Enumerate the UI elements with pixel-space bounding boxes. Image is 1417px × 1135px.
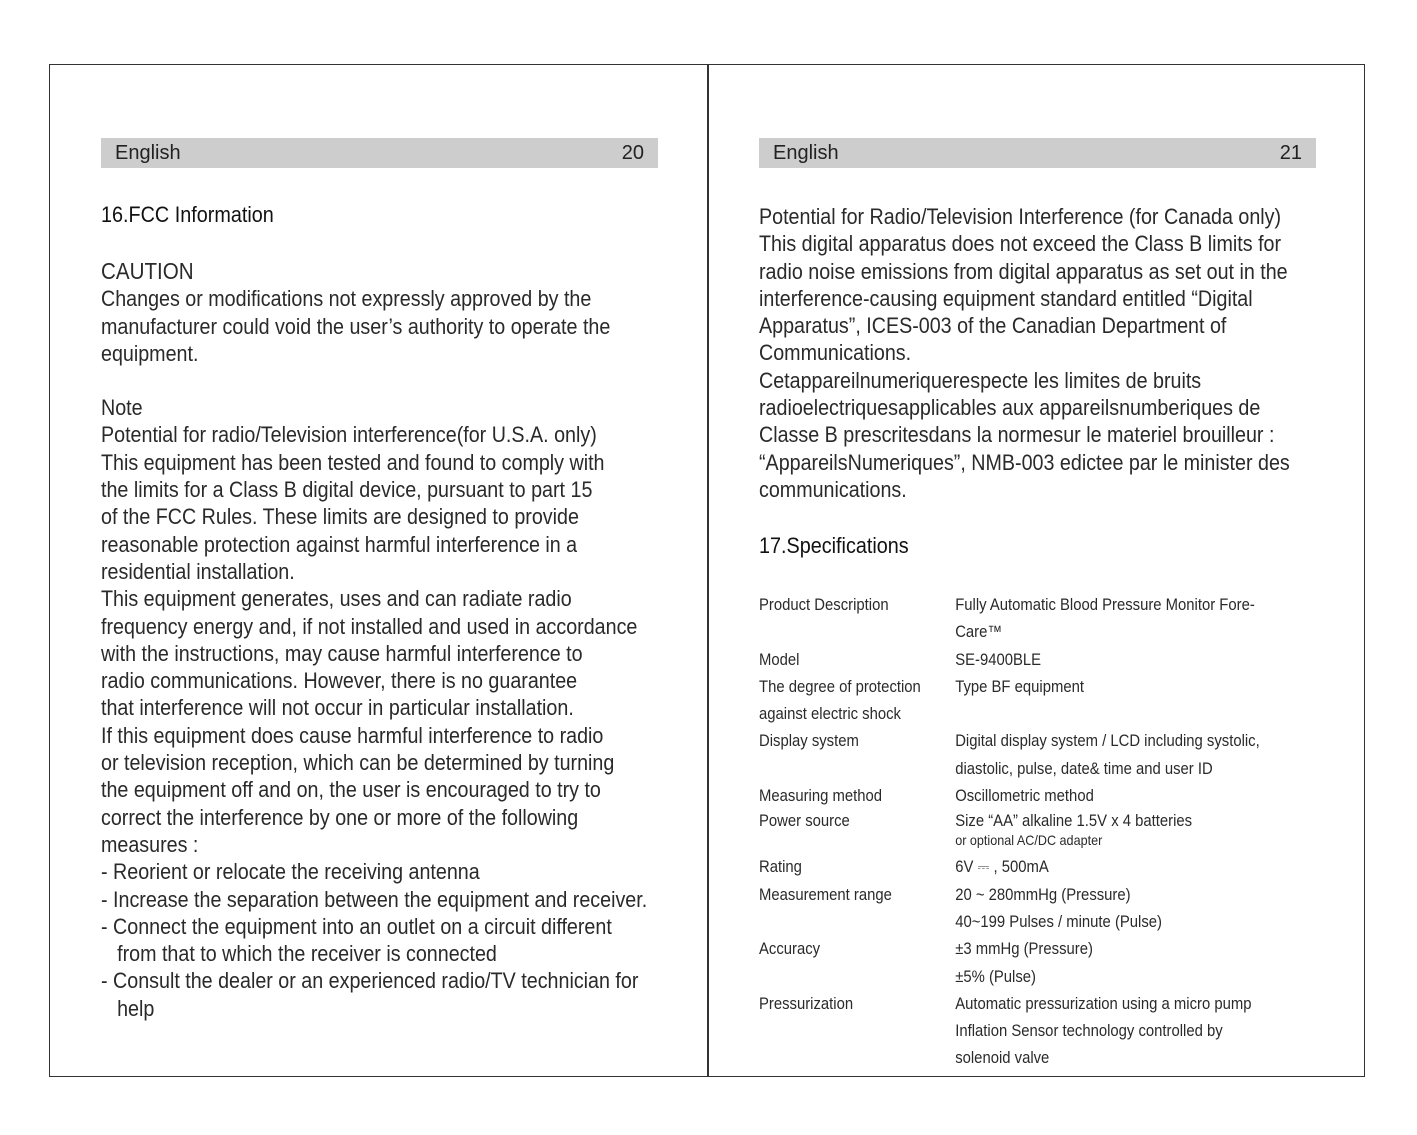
spec-value: SE-9400BLE: [955, 650, 1042, 669]
header-language: English: [773, 141, 839, 164]
spec-value: [955, 701, 1299, 728]
spec-label: Pressurization: [759, 994, 854, 1013]
spec-label: [759, 1045, 955, 1072]
spec-row: [759, 810, 1299, 848]
spec-value-note: or optional AC/DC adapter: [955, 832, 1103, 849]
spec-value: Automatic pressurization using a micro pump: [955, 994, 1252, 1013]
spec-row: [759, 991, 1299, 1018]
spec-value: 40~199 Pulses / minute (Pulse): [955, 912, 1162, 931]
spec-row: [759, 592, 1299, 647]
spec-row: [759, 1018, 1299, 1045]
spec-row: [759, 1045, 1299, 1072]
canada-body: [759, 203, 1314, 503]
caution-heading: CAUTION: [101, 258, 194, 284]
spec-value: ±3 mmHg (Pressure): [955, 940, 1093, 959]
spec-value: 6V ⎓ , 500mA: [955, 858, 1049, 877]
note-line: the equipment off and on, the user is encouraged to try to: [101, 777, 601, 803]
section-title-fcc: 16.FCC Information: [101, 202, 274, 227]
spec-row: [759, 882, 1299, 909]
canada-line: radio noise emissions from digital apparatus as set out in the: [759, 258, 1288, 284]
canada-line: This digital apparatus does not exceed the Class B limits for: [759, 231, 1282, 257]
spec-row: [759, 728, 1299, 755]
spec-label: The degree of protection: [759, 677, 921, 696]
header-language: English: [115, 141, 181, 164]
spec-row: [759, 909, 1299, 936]
spec-row: [759, 964, 1299, 991]
spec-label: Display system: [759, 732, 859, 751]
spec-label: Measurement range: [759, 885, 892, 904]
note-line: correct the interference by one or more of the following: [101, 804, 579, 830]
note-line: Potential for radio/Television interference(for U.S.A. only): [101, 422, 597, 448]
bullet-item: - Reorient or relocate the receiving antenna: [101, 859, 480, 885]
note-line: with the instructions, may cause harmful interference to: [101, 640, 583, 666]
bullet-item: - Increase the separation between the equipment and receiver.: [101, 886, 648, 912]
note-line: measures :: [101, 831, 199, 857]
spec-row: [759, 647, 1299, 674]
canada-line: Apparatus”, ICES-003 of the Canadian Department of: [759, 313, 1227, 339]
spec-row: [759, 854, 1299, 881]
canada-line: interference-causing equipment standard entitled “Digital: [759, 285, 1253, 311]
section-title-specifications: 17.Specifications: [759, 533, 909, 558]
caution-line: manufacturer could void the user’s authority to operate the: [101, 313, 611, 339]
note-line: residential installation.: [101, 558, 295, 584]
note-line: that interference will not occur in particular installation.: [101, 695, 574, 721]
spec-label: Accuracy: [759, 940, 821, 959]
page-divider: [707, 64, 709, 1077]
header-page-number: 21: [1279, 141, 1302, 164]
spec-label: Rating: [759, 858, 802, 877]
spec-value: ±5% (Pulse): [955, 967, 1036, 986]
canada-line: Communications.: [759, 340, 912, 366]
note-line: or television reception, which can be determined by turning: [101, 750, 615, 776]
right-page-header: [759, 138, 1316, 168]
spec-row: [759, 674, 1299, 701]
spec-label: against electric shock: [759, 705, 901, 724]
bullet-item: - Connect the equipment into an outlet on a circuit different: [101, 913, 612, 939]
note-line: frequency energy and, if not installed and used in accordance: [101, 613, 638, 639]
spec-row: [759, 936, 1299, 963]
spec-value-group: [955, 810, 1299, 848]
caution-line: Changes or modifications not expressly approved by the: [101, 286, 592, 312]
spec-value: diastolic, pulse, date& time and user ID: [955, 759, 1213, 778]
note-line: If this equipment does cause harmful interference to radio: [101, 722, 604, 748]
specifications-table: [759, 592, 1299, 1073]
note-line: of the FCC Rules. These limits are designed to provide: [101, 504, 579, 530]
spec-value: Digital display system / LCD including systolic,: [955, 732, 1260, 751]
canada-line: communications.: [759, 476, 907, 502]
note-line: This equipment generates, uses and can radiate radio: [101, 586, 572, 612]
spec-row: [759, 701, 1299, 728]
note-heading: Note: [101, 395, 143, 421]
spec-label: [759, 964, 955, 991]
spec-value: Fully Automatic Blood Pressure Monitor Fore-Care™: [955, 596, 1255, 642]
spec-label: Measuring method: [759, 787, 883, 806]
header-page-number: 20: [621, 141, 644, 164]
spec-label: [759, 909, 955, 936]
note-line: radio communications. However, there is no guarantee: [101, 668, 578, 694]
canada-line: Cetappareilnumeriquerespecte les limites de bruits: [759, 367, 1202, 393]
spec-value: Size “AA” alkaline 1.5V x 4 batteries: [955, 812, 1193, 831]
spec-label: [759, 1018, 955, 1045]
spec-value: Oscillometric method: [955, 787, 1094, 806]
spec-label: Power source: [759, 812, 850, 831]
canada-line: Classe B prescritesdans la normesur le materiel brouilleur :: [759, 422, 1275, 448]
note-line: This equipment has been tested and found to comply with: [101, 449, 605, 475]
canada-line: radioelectriquesapplicables aux appareilsnumberiques de: [759, 395, 1261, 421]
spec-row: [759, 756, 1299, 783]
spec-value: 20 ~ 280mmHg (Pressure): [955, 885, 1131, 904]
canada-line: Potential for Radio/Television Interference (for Canada only): [759, 204, 1282, 229]
note-line: the limits for a Class B digital device, pursuant to part 15: [101, 477, 593, 503]
note-line: reasonable protection against harmful interference in a: [101, 531, 578, 557]
spec-value: Type BF equipment: [955, 677, 1084, 696]
spec-label: Model: [759, 650, 800, 669]
spec-value: solenoid valve: [955, 1049, 1050, 1068]
spec-value: Inflation Sensor technology controlled by: [955, 1022, 1223, 1041]
spec-label: Product Description: [759, 596, 889, 614]
left-page-header: [101, 138, 658, 168]
bullet-continuation: help: [117, 995, 155, 1021]
bullet-item: - Consult the dealer or an experienced radio/TV technician for: [101, 968, 639, 994]
spec-row: [759, 783, 1299, 810]
canada-line: “AppareilsNumeriques”, NMB-003 edictee par le minister des: [759, 449, 1290, 475]
spec-label: [759, 756, 955, 783]
bullet-continuation: from that to which the receiver is connected: [117, 941, 497, 967]
fcc-body: [101, 258, 656, 1022]
caution-line: equipment.: [101, 340, 199, 366]
